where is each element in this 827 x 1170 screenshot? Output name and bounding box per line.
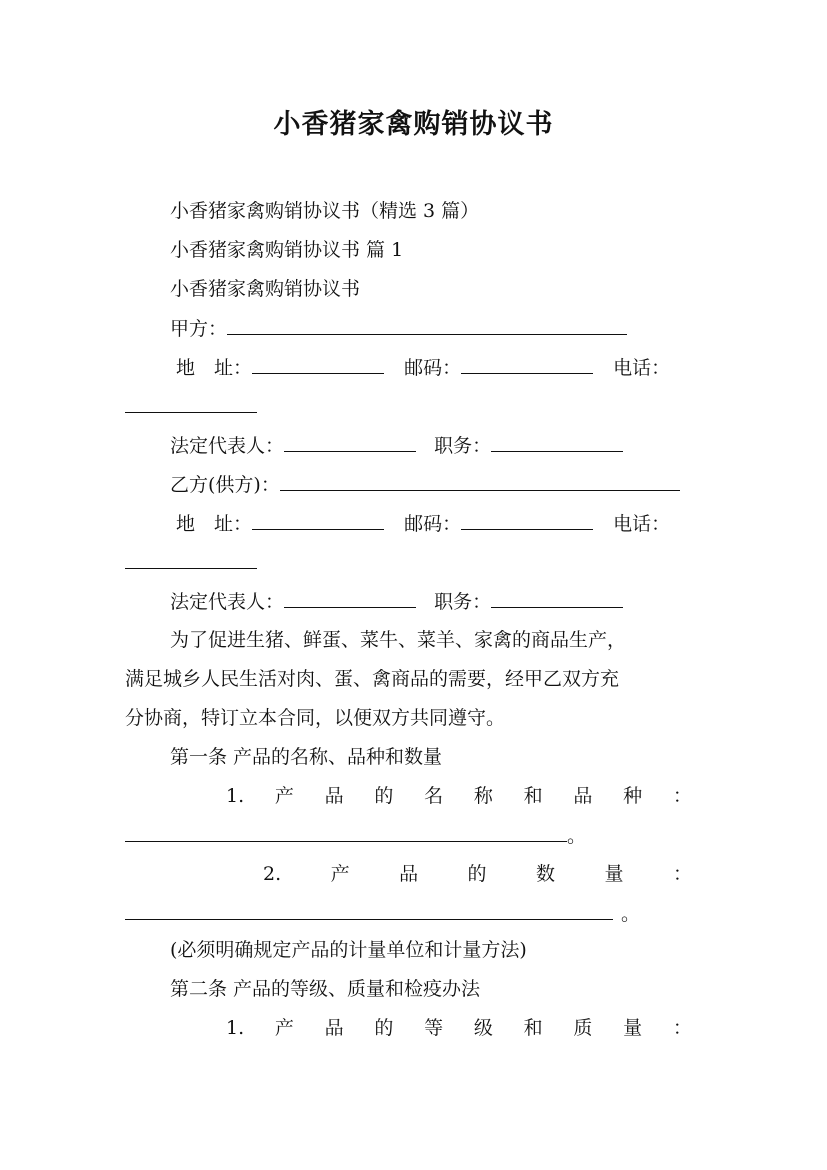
item-char: 品 — [399, 863, 419, 885]
item-char: 种 — [623, 785, 643, 807]
phone-blank — [125, 394, 257, 413]
heading-line: 小香猪家禽购销协议书 — [170, 278, 361, 300]
position-blank — [491, 589, 623, 608]
item-1-1-line — [226, 784, 692, 808]
item-char: 产 — [274, 785, 294, 807]
party-a-address-line — [176, 355, 670, 380]
document-title: 小香猪家禽购销协议书 — [273, 109, 554, 140]
party-b-label: 乙方(供方)： — [170, 474, 280, 496]
legal-rep-label: 法定代表人： — [170, 435, 285, 457]
item-1-2-blank-line — [125, 901, 640, 926]
postcode-label: 邮码： — [404, 357, 462, 379]
item-1-1-blank-line — [125, 823, 586, 848]
position-label: 职务： — [434, 435, 492, 457]
preamble-line-3: 分协商，特订立本合同，以便双方共同遵守。 — [125, 707, 506, 729]
item-char: 品 — [573, 785, 593, 807]
postcode-blank — [461, 511, 593, 530]
item-char: 产 — [330, 863, 350, 885]
address-label: 地 址： — [176, 357, 253, 379]
item-char: 的 — [374, 1017, 394, 1039]
phone-label: 电话： — [613, 357, 671, 379]
address-blank — [252, 511, 384, 530]
party-b-blank — [280, 472, 680, 491]
item-char: 和 — [523, 1017, 543, 1039]
party-a-label: 甲方： — [170, 318, 228, 340]
preamble-line-1: 为了促进生猪、鲜蛋、菜牛、菜羊、家禽的商品生产， — [170, 629, 627, 651]
item-char: 数 — [536, 863, 556, 885]
item-char: 的 — [467, 863, 487, 885]
product-quantity-blank — [125, 901, 613, 920]
item-number: 2. — [263, 863, 282, 885]
party-b-rep-line — [170, 589, 623, 614]
item-char: 等 — [424, 1017, 444, 1039]
position-blank — [491, 433, 623, 452]
party-a-rep-line — [170, 433, 623, 458]
legal-rep-blank — [284, 589, 416, 608]
article-2-heading: 第二条 产品的等级、质量和检疫办法 — [170, 978, 481, 1000]
item-1-2-line — [263, 862, 692, 886]
postcode-label: 邮码： — [404, 513, 462, 535]
measurement-note: (必须明确规定产品的计量单位和计量方法) — [170, 939, 527, 961]
item-number: 1. — [226, 785, 245, 807]
party-b-address-line — [176, 511, 670, 536]
item-colon: ： — [672, 785, 692, 807]
item-char: 量 — [623, 1017, 643, 1039]
party-b-line — [170, 472, 680, 497]
phone-blank — [125, 550, 257, 569]
item-char: 质 — [573, 1017, 593, 1039]
preamble-line-2: 满足城乡人民生活对肉、蛋、禽商品的需要，经甲乙双方充 — [125, 668, 620, 690]
item-char: 品 — [324, 1017, 344, 1039]
subtitle-line: 小香猪家禽购销协议书（精选 3 篇） — [170, 200, 480, 222]
item-colon: ： — [672, 863, 692, 885]
item-number: 1. — [226, 1017, 245, 1039]
postcode-blank — [461, 355, 593, 374]
item-char: 品 — [324, 785, 344, 807]
party-a-line — [170, 316, 627, 341]
party-b-phone-blank-line — [125, 550, 257, 575]
party-a-phone-blank-line — [125, 394, 257, 419]
item-char: 名 — [424, 785, 444, 807]
item-char: 的 — [374, 785, 394, 807]
phone-label: 电话： — [613, 513, 671, 535]
address-label: 地 址： — [176, 513, 253, 535]
article-1-heading: 第一条 产品的名称、品种和数量 — [170, 746, 443, 768]
product-name-blank — [125, 823, 567, 842]
legal-rep-blank — [284, 433, 416, 452]
position-label: 职务： — [434, 591, 492, 613]
item-char: 产 — [274, 1017, 294, 1039]
item-char: 级 — [473, 1017, 493, 1039]
item-char: 和 — [523, 785, 543, 807]
item-char: 量 — [604, 863, 624, 885]
item-char: 称 — [473, 785, 493, 807]
legal-rep-label: 法定代表人： — [170, 591, 285, 613]
chapter-line: 小香猪家禽购销协议书 篇 1 — [170, 239, 404, 261]
address-blank — [252, 355, 384, 374]
item-2-1-line — [226, 1016, 692, 1040]
period: 。 — [567, 825, 587, 847]
item-colon: ： — [672, 1017, 692, 1039]
period: 。 — [621, 903, 641, 925]
party-a-blank — [227, 316, 627, 335]
